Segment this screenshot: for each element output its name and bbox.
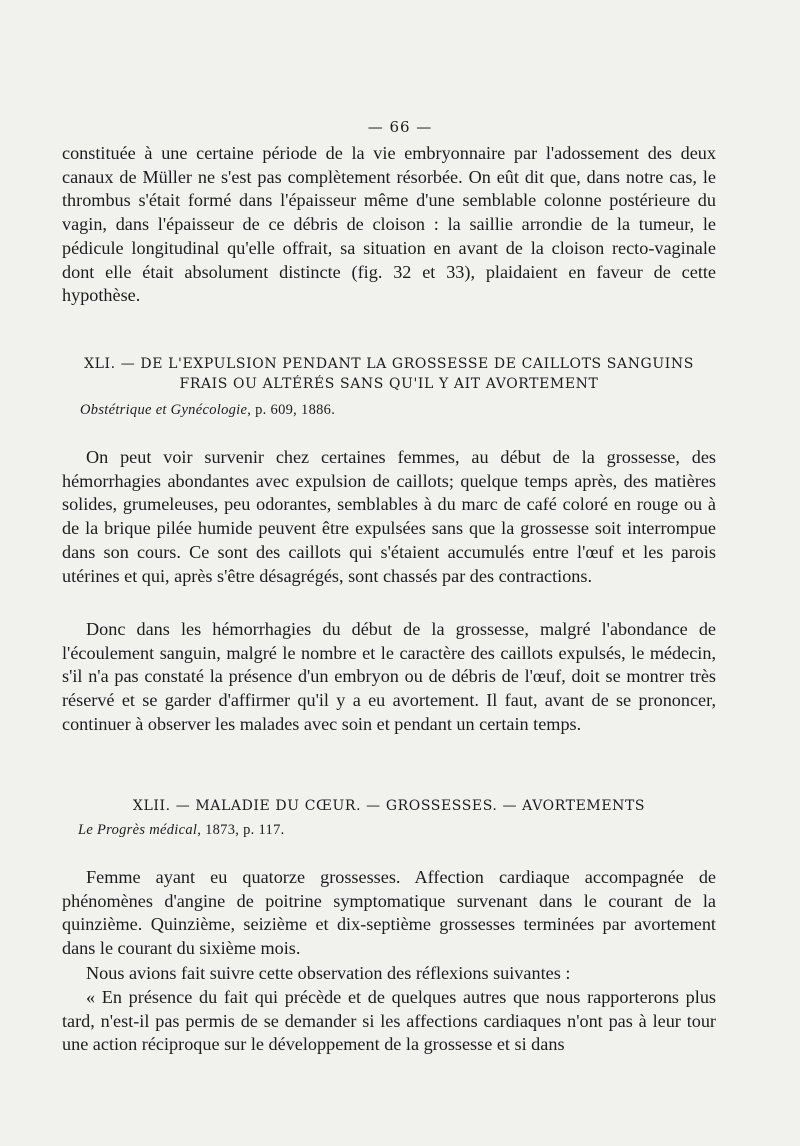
section-41-ref: , p. 609, 1886. bbox=[247, 402, 336, 418]
page-number: — 66 — bbox=[367, 118, 433, 136]
section-41-title bbox=[62, 354, 716, 394]
section-42-paragraph-1: Femme ayant eu quatorze grossesses. Affection cardiaque accompagnée de phénomènes d'angine de poitrine symptomatique survenant dans le courant de la quinzième. Quinzième, seizième et dix-septième grossesses terminées par avortement dans le courant du sixième mois. bbox=[62, 867, 716, 959]
section-41-journal: Obstétrique et Gynécologie bbox=[80, 402, 248, 418]
section-41-paragraph-2: Donc dans les hémorrhagies du début de la grossesse, malgré l'abondance de l'écoulement sanguin, malgré le nombre et le caractère des caillots expulsés, le médecin, s'il n'a pas constaté la présence d'un embryon ou de débris de l'œuf, doit se montrer très réservé et se garder d'affirmer qu'il y a eu avortement. Il faut, avant de se prononcer, continuer à observer les malades avec soin et pendant un certain temps. bbox=[62, 619, 716, 734]
section-42-title: XLII. — MALADIE DU CŒUR. — GROSSESSES. — AVORTEMENTS bbox=[132, 798, 646, 814]
section-42-paragraph-3: « En présence du fait qui précède et de quelques autres que nous rapporterons plus tard, n'est-il pas permis de se demander si les affections cardiaques n'ont pas à leur tour une action réciproque sur le développement de la grossesse et si dans bbox=[62, 987, 716, 1055]
section-42-source bbox=[78, 822, 285, 839]
section-41-title-line1: XLI. — DE L'EXPULSION PENDANT LA GROSSESSE DE CAILLOTS SANGUINS bbox=[84, 356, 694, 372]
section-41-source bbox=[80, 402, 335, 419]
section-41-title-line2: FRAIS OU ALTÉRÉS SANS QU'IL Y AIT AVORTEMENT bbox=[179, 376, 599, 392]
section-42-paragraph-2: Nous avions fait suivre cette observation des réflexions suivantes : bbox=[86, 963, 571, 983]
section-41-paragraph-1: On peut voir survenir chez certaines femmes, au début de la grossesse, des hémorrhagies abondantes avec expulsion de caillots; quelque temps après, des matières solides, grumeleuses, peu odorantes, semblables à du marc de café coloré en rouge ou à de la brique pilée humide peuvent être expulsées sans que la grossesse soit interrompue dans son cours. Ce sont des caillots qui s'étaient accumulés entre l'œuf et les parois utérines et qui, après s'être désagrégés, sont chassés par des contractions. bbox=[62, 447, 716, 586]
section-42-ref: , 1873, p. 117. bbox=[197, 822, 285, 838]
section-42-journal: Le Progrès médical bbox=[78, 822, 198, 838]
continuation-paragraph: constituée à une certaine période de la vie embryonnaire par l'adossement des deux canaux de Müller ne s'est pas complètement résorbée. On eût dit que, dans notre cas, le thrombus s'était formé dans l'épaisseur même d'une semblable colonne postérieure du vagin, dans l'épaisseur de ce débris de cloison : la saillie arrondie de la tumeur, le pédicule longitudinal qu'elle offrait, sa situation en avant de la cloison recto-vaginale dont elle était absolument distincte (fig. 32 et 33), plaidaient en faveur de cette hypothèse. bbox=[62, 143, 716, 306]
